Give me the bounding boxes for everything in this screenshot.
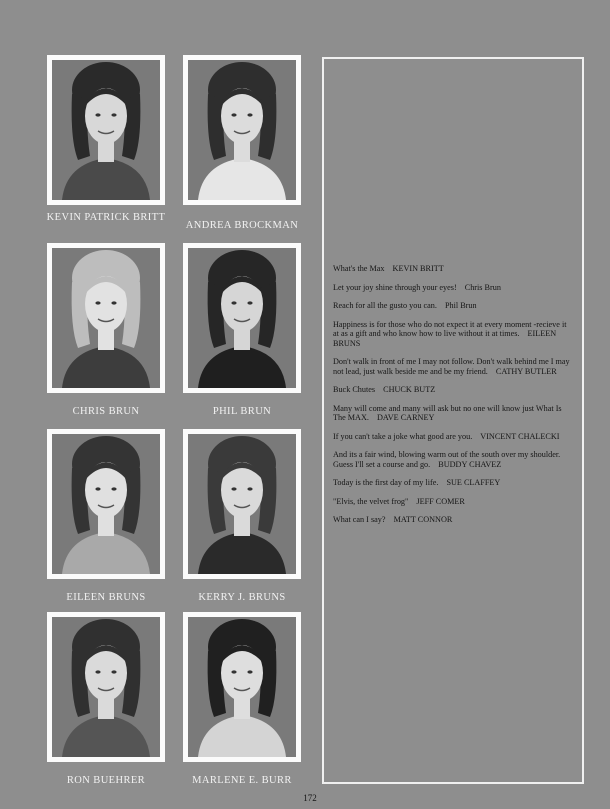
quote-author: SUE CLAFFEY — [446, 478, 501, 487]
quote-entry — [333, 283, 573, 293]
student-name: ANDREA BROCKMAN — [185, 220, 299, 231]
portrait-silhouette — [52, 248, 160, 388]
student-name: KEVIN PATRICK BRITT — [46, 212, 166, 223]
quote-entry — [333, 385, 573, 395]
quote-author: BUDDY CHAVEZ — [438, 459, 502, 469]
quote-entry — [333, 497, 573, 507]
quote-author: CHUCK BUTZ — [383, 385, 436, 394]
portrait-silhouette — [188, 617, 296, 757]
quote-text: Reach for all the gusto you can. — [333, 301, 437, 310]
quote-text: Many will come and many will ask but no one will know just What Is The MAX. — [333, 403, 562, 422]
quote-text: What can I say? — [333, 515, 386, 524]
quote-entry — [333, 357, 573, 376]
portrait-silhouette — [52, 434, 160, 574]
quote-author: DAVE CARNEY — [376, 413, 435, 422]
quote-text: Don't walk in front of me I may not follow. Don't walk behind me I may not lead, just walk beside me and be my friend. — [333, 357, 570, 376]
quote-author: Chris Brun — [464, 282, 501, 292]
quote-text: Buck Chutes — [333, 385, 376, 394]
quote-author: JEFF COMER — [416, 496, 465, 506]
student-name: MARLENE E. BURR — [192, 775, 292, 786]
quote-text: If you can't take a joke what good are you. — [333, 431, 473, 441]
student-name: EILEEN BRUNS — [66, 592, 146, 603]
quote-author: EILEEN BRUNS — [333, 329, 557, 348]
quote-entry — [333, 432, 573, 442]
portrait-photo — [47, 243, 165, 393]
portrait-silhouette — [188, 60, 296, 200]
quote-text: What's the Max — [333, 264, 385, 273]
quote-entry — [333, 264, 573, 274]
quote-text: Let your joy shine through your eyes! — [333, 282, 457, 292]
quote-entry — [333, 301, 573, 311]
quote-text: And its a fair wind, blowing warm out of the south over my shoulder. Guess I'll set a course and go. — [333, 450, 561, 469]
student-name: RON BUEHRER — [66, 775, 146, 786]
quote-entry — [333, 515, 573, 525]
quote-author: KEVIN BRITT — [392, 264, 444, 273]
portrait-photo — [183, 429, 301, 579]
quote-entry — [333, 450, 573, 469]
quote-entry — [333, 320, 573, 349]
quote-author: MATT CONNOR — [393, 515, 453, 524]
quote-entry — [333, 478, 573, 488]
quote-text: Today is the first day of my life. — [333, 478, 439, 487]
quote-author: CATHY BUTLER — [495, 366, 557, 376]
student-name: PHIL BRUN — [212, 406, 272, 417]
page-number: 172 — [303, 793, 317, 803]
quote-text: Happiness is for those who do not expect it at every moment -recieve it at as a gift and who know how to live without it at times. — [333, 319, 567, 338]
quote-author: Phil Brun — [444, 301, 477, 310]
quotes-list — [333, 264, 573, 534]
portrait-photo — [183, 612, 301, 762]
student-name: KERRY J. BRUNS — [198, 592, 286, 603]
quote-text: "Elvis, the velvet frog" — [333, 496, 409, 506]
student-name: CHRIS BRUN — [72, 406, 140, 417]
portrait-silhouette — [52, 617, 160, 757]
quote-author: VINCENT CHALECKI — [480, 431, 560, 441]
portrait-silhouette — [52, 60, 160, 200]
portrait-photo — [47, 55, 165, 205]
portrait-photo — [183, 55, 301, 205]
portrait-silhouette — [188, 434, 296, 574]
portrait-photo — [47, 429, 165, 579]
portrait-silhouette — [188, 248, 296, 388]
quote-entry — [333, 404, 573, 423]
portrait-photo — [47, 612, 165, 762]
portrait-photo — [183, 243, 301, 393]
